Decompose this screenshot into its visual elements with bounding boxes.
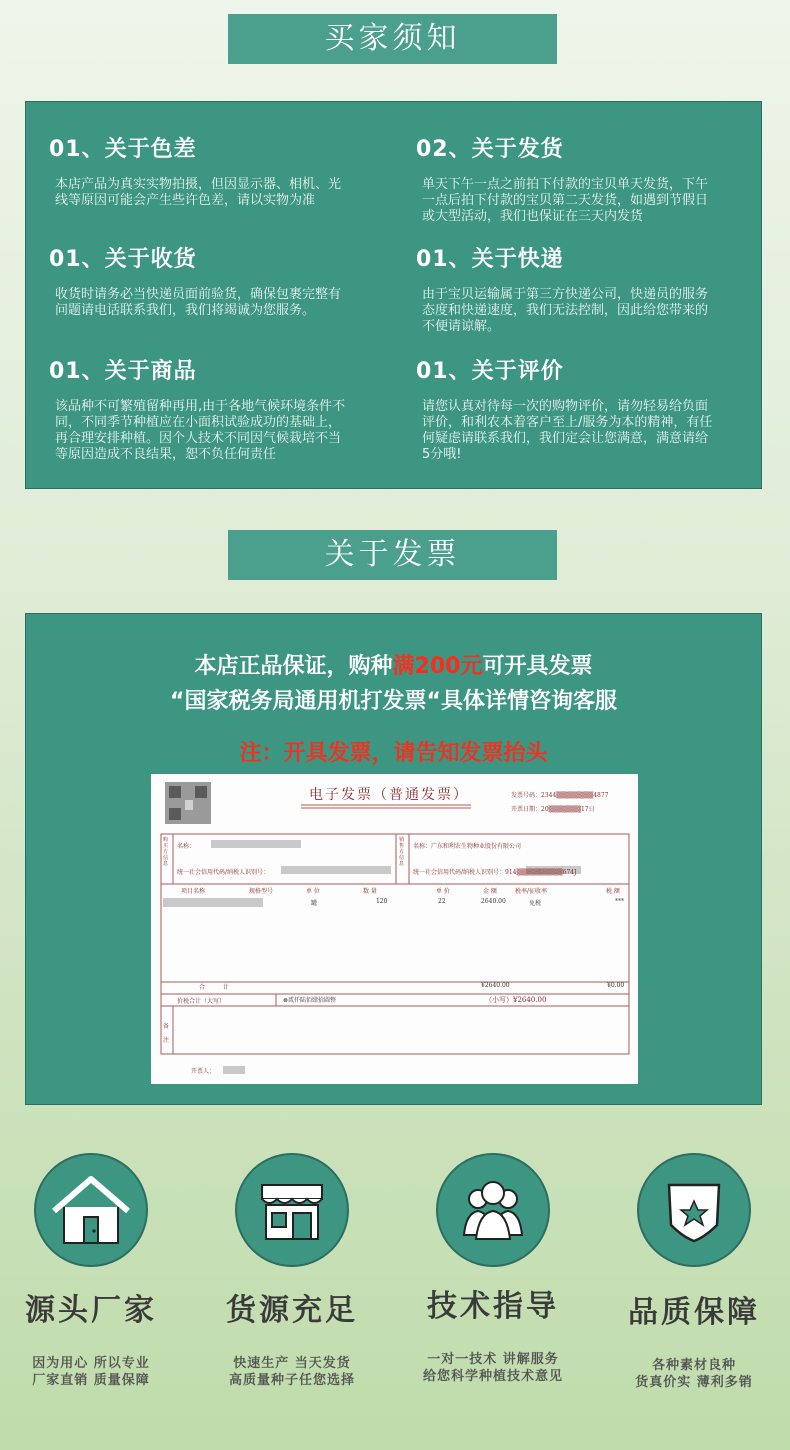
col-header-amount: 金 额	[483, 888, 497, 895]
invoice-threshold: 满200元	[392, 654, 483, 679]
invoice-sample	[151, 774, 638, 1084]
feature-stock	[192, 1153, 392, 1389]
invoice-code-label: 发票号码：	[511, 792, 542, 799]
seller-tax-label: 统一社会信用代码/纳税人识别号：	[413, 869, 506, 876]
invoice-line-1	[26, 649, 761, 680]
notice-text: 请您认真对待每一次的购物评价，请勿轻易给负面评价，和利农本着客户至上/服务为本的精神，有任何疑虑请联系我们，我们定会让您满意，满意请给5分哦!	[422, 399, 713, 462]
total-amount: ¥2640.00	[481, 982, 510, 989]
feature-title: 品质保障	[628, 1295, 760, 1330]
buyer-tax-label: 统一社会信用代码/纳税人识别号：	[177, 869, 270, 876]
invoice-note: 注：开具发票，请告知发票抬头	[239, 741, 548, 766]
col-header-tax: 税 额	[606, 888, 620, 895]
buyer-side-label: 购买方信息	[163, 837, 169, 867]
notice-panel	[25, 101, 762, 489]
feature-title: 货源充足	[226, 1293, 358, 1328]
notice-heading: 02、关于发货	[416, 137, 564, 162]
seller-name	[413, 841, 521, 850]
feature-tech	[393, 1153, 593, 1385]
notice-item-color	[49, 132, 349, 209]
col-header-unit: 单 位	[306, 888, 320, 895]
invoice-line-1-tail: 可开具发票	[482, 654, 593, 679]
invoice-code-value: 2344▒▒▒▒▒▒▒▒4877	[541, 792, 609, 799]
notice-heading: 01、关于商品	[49, 359, 197, 384]
feature-text: 因为用心 所以专业 厂家直销 质量保障	[32, 1356, 150, 1388]
invoice-panel	[25, 613, 762, 1105]
grand-total-words: ⊗贰仟陆佰肆拾圆整	[283, 997, 337, 1004]
notice-text: 收货时请务必当快递员面前验货，确保包裹完整有问题请电话联系我们，我们将竭诚为您服务。	[55, 287, 342, 318]
grand-total-small: （小写）¥2640.00	[485, 996, 547, 1004]
feature-title: 技术指导	[427, 1289, 559, 1324]
notice-text: 由于宝贝运输属于第三方快递公司，快递员的服务态度和快递速度，我们无法控制，因此给您带来的不便请谅解。	[422, 287, 709, 334]
grand-total-label: 价税合计（大写）	[177, 998, 226, 1005]
notice-heading: 01、关于快递	[416, 247, 564, 272]
notice-heading: 01、关于收货	[49, 247, 197, 272]
col-header-qty: 数 量	[363, 888, 377, 895]
notice-item-shipping	[416, 132, 716, 225]
col-header-tax-rate: 税率/征收率	[515, 888, 548, 895]
shield-star-icon	[637, 1153, 751, 1267]
feature-title: 源头厂家	[25, 1293, 157, 1328]
invoice-title: 关于发票	[228, 530, 557, 580]
invoice-line-1-text: 本店正品保证，购种	[194, 654, 393, 679]
invoice-sample-drawing	[151, 774, 638, 1084]
invoice-date	[511, 804, 595, 813]
buyer-name-label: 名称：	[177, 843, 196, 850]
col-header-spec: 规格型号	[249, 888, 274, 895]
notice-item-receiving	[49, 242, 349, 319]
invoice-line-2: “国家税务局通用机打发票“具体详情咨询客服	[170, 689, 617, 714]
feature-text: 快速生产 当天发货 高质量种子任您选择	[228, 1356, 355, 1388]
house-icon	[34, 1153, 148, 1267]
feature-quality	[594, 1153, 790, 1391]
row-tax: ***	[615, 898, 624, 905]
row-amount: 2640.00	[481, 898, 506, 905]
notice-heading: 01、关于评价	[416, 359, 564, 384]
qr-code-icon	[165, 782, 211, 824]
col-header-item: 项目名称	[181, 888, 206, 895]
people-icon	[436, 1153, 550, 1267]
col-header-price: 单 价	[436, 888, 450, 895]
total-label: 合 计	[199, 984, 237, 991]
notice-item-express	[416, 242, 716, 335]
invoice-sample-title: 电子发票（普通发票）	[309, 787, 469, 803]
notice-item-review	[416, 354, 716, 463]
notice-text: 该品种不可繁殖留种再用,由于各地气候环境条件不同，不同季节种植应在小面积试验成功的基础上，再合理安排种植。因个人技术不同因气候栽培不当等原因造成不良结果，恕不负任何责任	[55, 399, 346, 462]
notice-text: 本店产品为真实实物拍摄，但因显示器、相机、光线等原因可能会产生些许色差，请以实物为准	[55, 177, 342, 208]
row-tax-rate: 免税	[529, 900, 542, 907]
remark-label: 备注	[163, 1023, 170, 1044]
seller-side-label: 销售方信息	[399, 837, 405, 867]
seller-tax-value: 914▒▒▒▒▒▒▒▒▒▒674J	[505, 869, 577, 876]
feature-text: 一对一技术 讲解服务 给您科学种植技术意见	[422, 1352, 563, 1384]
seller-name-value: 广东和利农生物种业股份有限公司	[431, 843, 522, 850]
notice-item-product	[49, 354, 349, 463]
row-price: 22	[438, 898, 446, 905]
issuer-label: 开票人：	[191, 1068, 216, 1075]
notice-heading: 01、关于色差	[49, 137, 197, 162]
invoice-code	[511, 790, 608, 799]
notice-title: 买家须知	[228, 14, 557, 64]
row-qty: 120	[376, 898, 388, 905]
invoice-date-value: 20▒▒▒▒▒▒▒17日	[541, 806, 595, 813]
feature-source	[0, 1153, 191, 1389]
total-tax: ¥0.00	[607, 982, 625, 989]
row-unit: 罐	[311, 900, 318, 907]
seller-name-label: 名称：	[413, 843, 432, 850]
shop-icon	[235, 1153, 349, 1267]
seller-tax	[413, 867, 576, 876]
invoice-date-label: 开票日期：	[511, 806, 542, 813]
notice-text: 单天下午一点之前拍下付款的宝贝单天发货，下午一点后拍下付款的宝贝第二天发货，如遇到节假日或大型活动，我们也保证在三天内发货	[422, 177, 709, 224]
feature-text: 各种素材良种 货真价实 薄利多销	[635, 1358, 753, 1390]
